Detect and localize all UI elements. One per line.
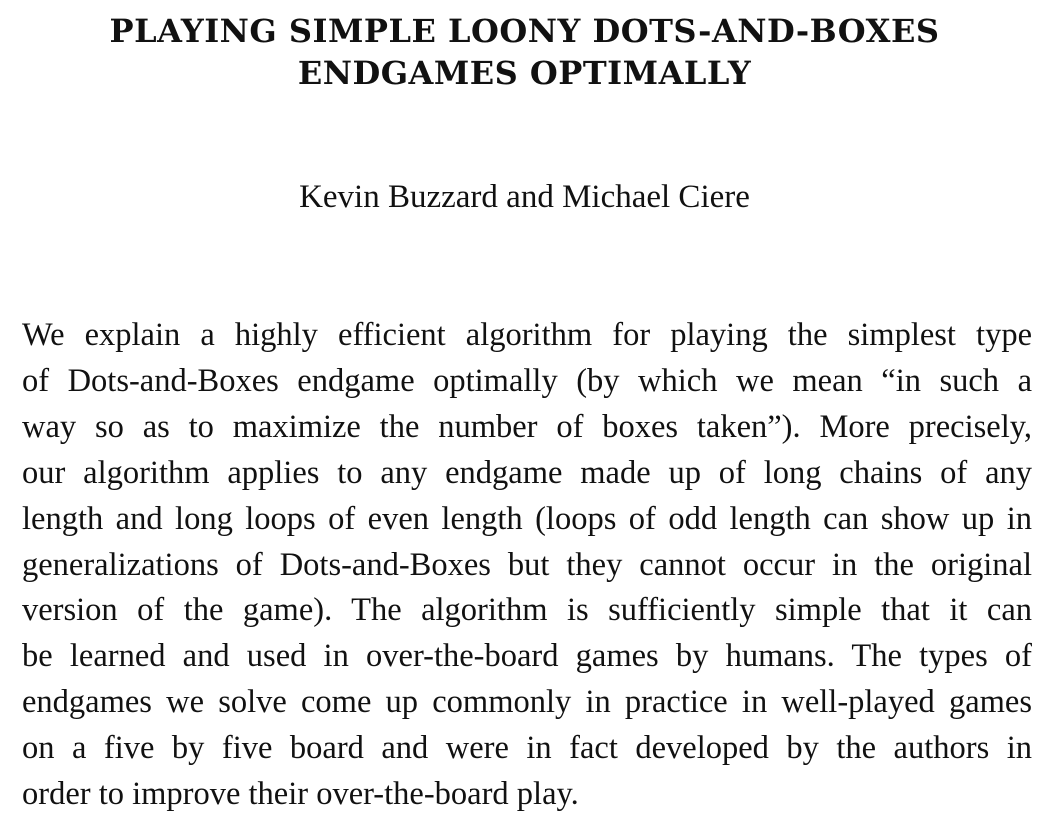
abstract-line: generalizations of Dots-and-Boxes but they cannot occur in the original — [22, 546, 1032, 583]
abstract-line: on a five by five board and were in fact developed by the authors in — [22, 730, 1032, 767]
abstract-line: of Dots-and-Boxes endgame optimally (by which we mean “in such a — [22, 362, 1032, 399]
abstract-line: our algorithm applies to any endgame made up of long chains of any — [22, 454, 1032, 491]
abstract — [22, 313, 1032, 818]
abstract-line: way so as to maximize the number of boxes taken”). More precisely, — [22, 408, 1032, 445]
abstract-line: We explain a highly efficient algorithm for playing the simplest type — [22, 317, 1032, 353]
abstract-line: length and long loops of even length (loops of odd length can show up in — [22, 500, 1032, 537]
paper-authors: Kevin Buzzard and Michael Ciere — [299, 179, 750, 215]
abstract-line: endgames we solve come up commonly in practice in well-played games — [22, 684, 1032, 721]
title-line-1: PLAYING SIMPLE LOONY DOTS-AND-BOXES — [109, 12, 940, 50]
abstract-line: order to improve their over-the-board play. — [22, 776, 579, 813]
title-line-2: ENDGAMES OPTIMALLY — [297, 54, 752, 92]
abstract-line: be learned and used in over-the-board games by humans. The types of — [22, 638, 1032, 675]
paper-title — [40, 10, 1009, 94]
abstract-line: version of the game). The algorithm is sufficiently simple that it can — [22, 592, 1032, 629]
